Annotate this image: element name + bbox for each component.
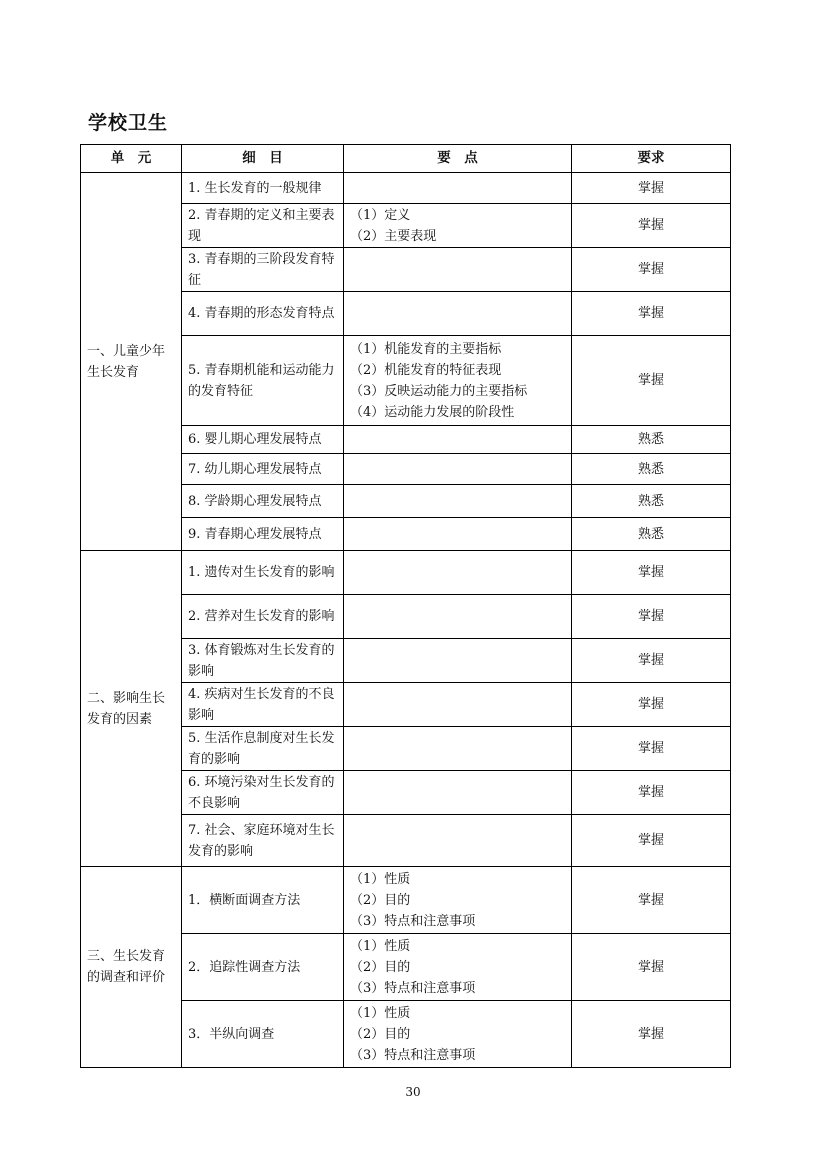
points-cell [344, 727, 572, 771]
table-row [81, 867, 731, 934]
point-item: （1）性质 [350, 1005, 411, 1021]
requirement-cell: 掌握 [572, 204, 731, 248]
requirement-cell: 掌握 [572, 639, 731, 683]
points-cell [344, 551, 572, 595]
points-cell [344, 204, 572, 248]
point-item: （2）目的 [350, 1026, 411, 1042]
header-detail: 细 目 [182, 145, 344, 173]
points-cell [344, 934, 572, 1001]
detail-cell: 3．半纵向调查 [182, 1001, 344, 1068]
points-cell [344, 595, 572, 639]
point-item: （1）性质 [350, 938, 411, 954]
detail-cell: 4. 疾病对生长发育的不良影响 [182, 683, 344, 727]
point-item: （1）性质 [350, 871, 411, 887]
detail-cell: 3. 体育锻炼对生长发育的影响 [182, 639, 344, 683]
requirement-cell: 掌握 [572, 551, 731, 595]
detail-cell: 6. 婴儿期心理发展特点 [182, 426, 344, 454]
detail-cell: 7. 社会、家庭环境对生长发育的影响 [182, 815, 344, 867]
table-row [81, 173, 731, 204]
syllabus-table [80, 144, 731, 1068]
requirement-cell: 熟悉 [572, 426, 731, 454]
requirement-cell: 掌握 [572, 934, 731, 1001]
points-cell [344, 639, 572, 683]
points-cell [344, 248, 572, 292]
detail-cell: 3. 青春期的三阶段发育特征 [182, 248, 344, 292]
points-cell [344, 426, 572, 454]
requirement-cell: 掌握 [572, 173, 731, 204]
header-unit: 单 元 [81, 145, 182, 173]
detail-cell: 5. 青春期机能和运动能力的发育特征 [182, 336, 344, 426]
detail-cell: 5. 生活作息制度对生长发育的影响 [182, 727, 344, 771]
points-cell [344, 683, 572, 727]
detail-cell: 6. 环境污染对生长发育的不良影响 [182, 771, 344, 815]
detail-cell: 4. 青春期的形态发育特点 [182, 292, 344, 336]
table-header-row [81, 145, 731, 173]
points-cell [344, 485, 572, 518]
unit-cell: 一、儿童少年生长发育 [81, 173, 182, 551]
point-item: （2）主要表现 [350, 228, 437, 244]
requirement-cell: 掌握 [572, 867, 731, 934]
detail-cell: 2. 青春期的定义和主要表现 [182, 204, 344, 248]
point-item: （3）反映运动能力的主要指标 [350, 383, 528, 399]
points-cell [344, 454, 572, 485]
requirement-cell: 掌握 [572, 292, 731, 336]
table-body [81, 173, 731, 1068]
page-number: 30 [405, 1085, 421, 1099]
point-item: （2）机能发育的特征表现 [350, 362, 502, 378]
points-cell [344, 867, 572, 934]
header-points: 要 点 [344, 145, 572, 173]
point-item: （4）运动能力发展的阶段性 [350, 404, 515, 420]
point-item: （2）目的 [350, 959, 411, 975]
detail-cell: 2. 营养对生长发育的影响 [182, 595, 344, 639]
detail-cell: 8. 学龄期心理发展特点 [182, 485, 344, 518]
points-cell [344, 336, 572, 426]
point-item: （3）特点和注意事项 [350, 1047, 476, 1063]
requirement-cell: 熟悉 [572, 518, 731, 551]
detail-cell: 2．追踪性调查方法 [182, 934, 344, 1001]
point-item: （3）特点和注意事项 [350, 913, 476, 929]
requirement-cell: 熟悉 [572, 454, 731, 485]
requirement-cell: 掌握 [572, 595, 731, 639]
requirement-cell: 掌握 [572, 771, 731, 815]
requirement-cell: 掌握 [572, 727, 731, 771]
section-title: 学校卫生 [88, 112, 169, 134]
detail-cell: 1．横断面调查方法 [182, 867, 344, 934]
points-cell [344, 1001, 572, 1068]
point-item: （1）定义 [350, 207, 411, 223]
points-cell [344, 292, 572, 336]
detail-cell: 1. 生长发育的一般规律 [182, 173, 344, 204]
point-item: （2）目的 [350, 892, 411, 908]
header-requirement: 要求 [572, 145, 731, 173]
table-row [81, 551, 731, 595]
requirement-cell: 掌握 [572, 336, 731, 426]
detail-cell: 7. 幼儿期心理发展特点 [182, 454, 344, 485]
points-cell [344, 771, 572, 815]
points-cell [344, 815, 572, 867]
unit-cell: 二、影响生长发育的因素 [81, 551, 182, 867]
point-item: （3）特点和注意事项 [350, 980, 476, 996]
points-cell [344, 518, 572, 551]
requirement-cell: 掌握 [572, 683, 731, 727]
requirement-cell: 掌握 [572, 248, 731, 292]
requirement-cell: 熟悉 [572, 485, 731, 518]
unit-cell: 三、生长发育的调查和评价 [81, 867, 182, 1068]
detail-cell: 1. 遗传对生长发育的影响 [182, 551, 344, 595]
requirement-cell: 掌握 [572, 815, 731, 867]
point-item: （1）机能发育的主要指标 [350, 341, 502, 357]
points-cell [344, 173, 572, 204]
requirement-cell: 掌握 [572, 1001, 731, 1068]
detail-cell: 9. 青春期心理发展特点 [182, 518, 344, 551]
